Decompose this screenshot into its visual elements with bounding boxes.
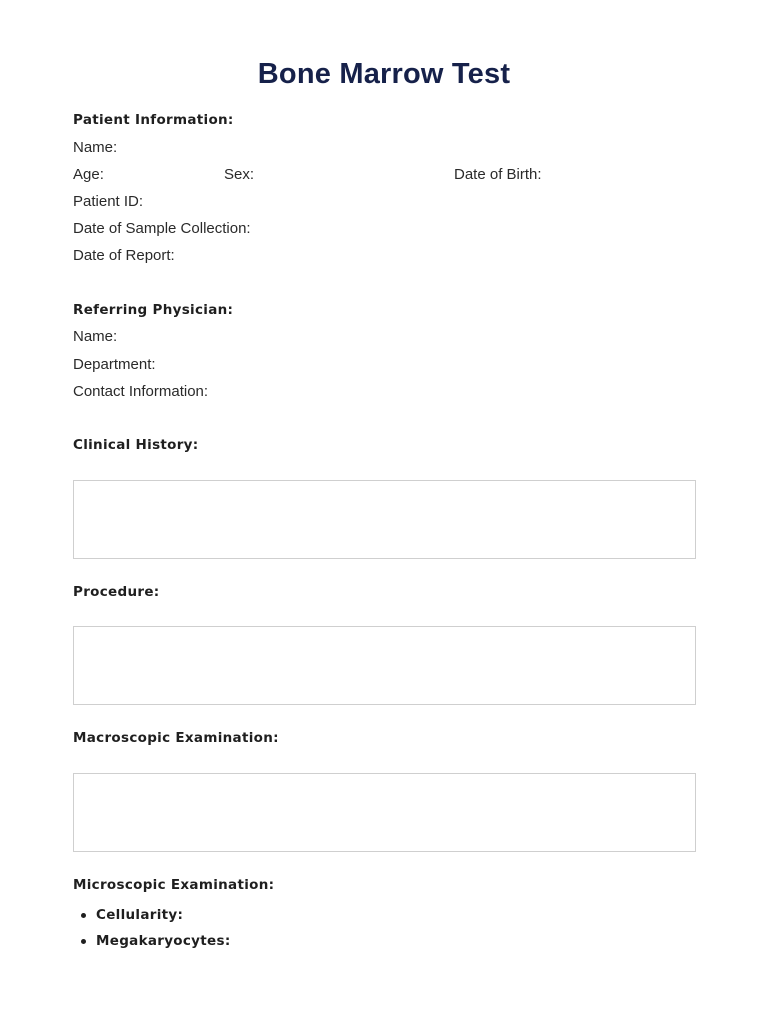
patient-age-label: Age: [73,166,104,183]
patient-dob-label: Date of Birth: [454,166,542,183]
physician-contact-label: Contact Information: [73,383,209,400]
macroscopic-examination-box[interactable] [73,773,696,852]
bullet-icon [81,913,86,918]
cellularity-label: Cellularity: [96,907,184,923]
clinical-history-box[interactable] [73,480,696,559]
microscopic-examination-heading: Microscopic Examination: [73,877,275,893]
procedure-heading: Procedure: [73,584,160,600]
bullet-icon [81,939,86,944]
physician-department-label: Department: [73,356,156,373]
macroscopic-examination-heading: Macroscopic Examination: [73,730,279,746]
referring-physician-heading: Referring Physician: [73,302,234,318]
sample-collection-date-label: Date of Sample Collection: [73,220,251,237]
megakaryocytes-label: Megakaryocytes: [96,933,231,949]
list-item [73,931,231,957]
patient-name-label: Name: [73,139,118,156]
patient-sex-label: Sex: [224,166,255,183]
procedure-box[interactable] [73,626,696,705]
page-title: Bone Marrow Test [257,58,511,90]
list-item [73,905,231,931]
clinical-history-heading: Clinical History: [73,437,199,453]
patient-id-label: Patient ID: [73,193,144,210]
patient-information-heading: Patient Information: [73,112,234,128]
microscopic-examination-list [73,905,231,957]
report-date-label: Date of Report: [73,247,175,264]
physician-name-label: Name: [73,328,118,345]
